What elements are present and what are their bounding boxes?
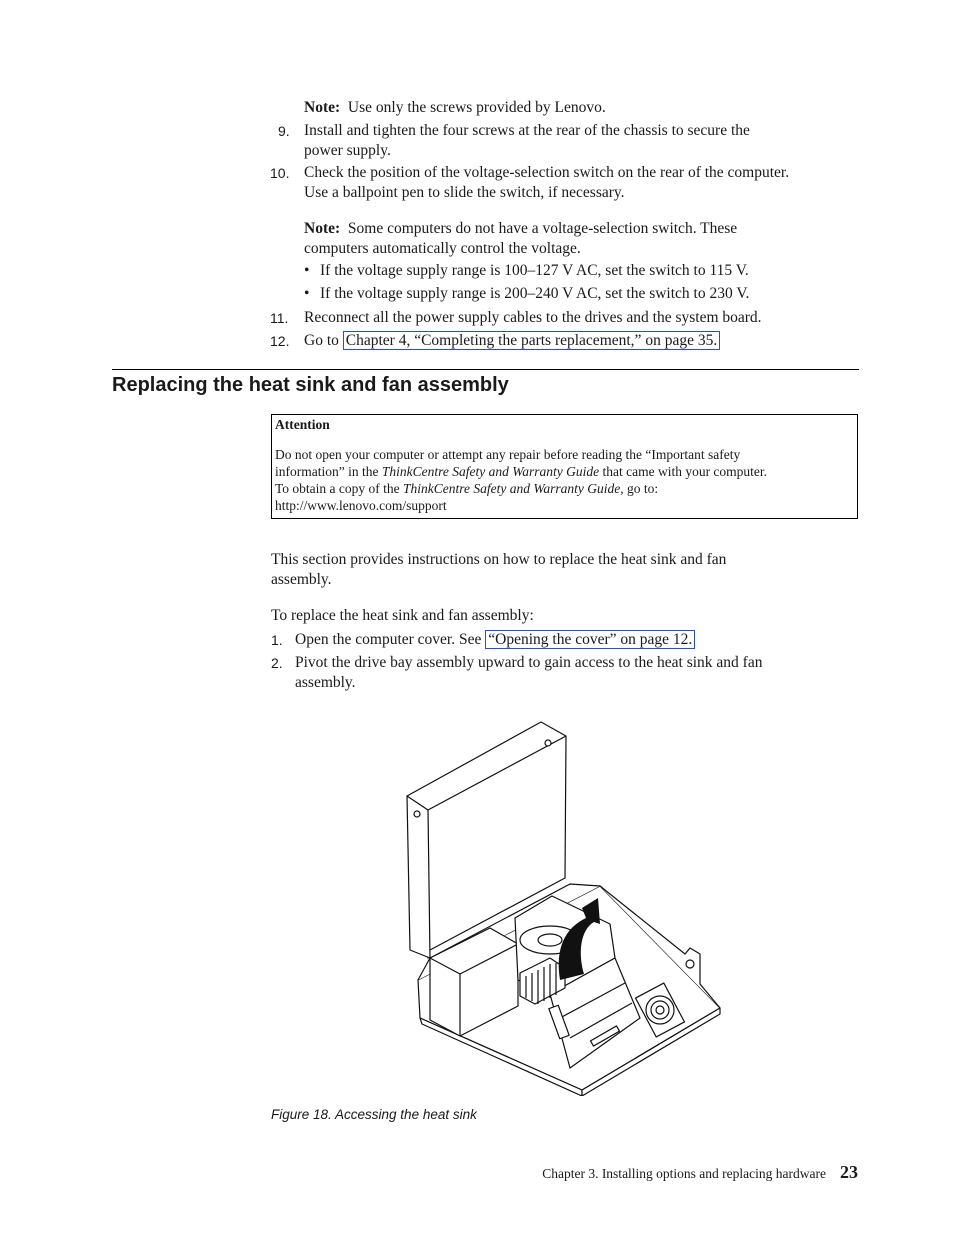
text-line: Pivot the drive bay assembly upward to gain access to the heat sink and fan — [295, 654, 763, 671]
opening-cover-link[interactable]: “Opening the cover” on page 12. — [485, 630, 695, 649]
text-line: information” in the ThinkCentre Safety and Warranty Guide that came with your computer. — [275, 464, 768, 479]
text-line: To obtain a copy of the ThinkCentre Safety and Warranty Guide, go to: — [275, 481, 659, 496]
step-1-text — [295, 630, 695, 650]
text-line: power supply. — [304, 141, 391, 159]
bullet-item: If the voltage supply range is 200–240 V AC, set the switch to 230 V. — [320, 285, 750, 302]
note-text: Use only the screws provided by Lenovo. — [347, 99, 606, 116]
step-number: 9. — [278, 123, 290, 139]
text-line: Do not open your computer or attempt any repair before reading the “Important safety — [275, 447, 741, 462]
step-9-text — [304, 121, 750, 160]
intro-paragraph — [271, 550, 726, 589]
heat-sink-access-figure — [400, 718, 730, 1096]
step-number: 1. — [271, 632, 283, 648]
text-line: Install and tighten the four screws at the rear of the chassis to secure the — [304, 122, 750, 139]
note-1 — [304, 98, 606, 118]
text-line: assembly. — [295, 673, 356, 691]
support-url: http://www.lenovo.com/support — [275, 498, 447, 513]
step-10-text — [304, 163, 789, 202]
note-text: Some computers do not have a voltage-selection switch. These — [347, 220, 738, 237]
footer-chapter: Chapter 3. Installing options and replacing hardware — [542, 1166, 826, 1181]
bullet-item: If the voltage supply range is 100–127 V AC, set the switch to 115 V. — [320, 262, 749, 279]
text-line: Go to — [304, 332, 339, 349]
step-2-text — [295, 653, 762, 692]
attention-title: Attention — [275, 417, 330, 432]
chapter-4-link[interactable]: Chapter 4, “Completing the parts replacement,” on page 35. — [343, 331, 720, 350]
page-number: 23 — [840, 1162, 858, 1182]
attention-body — [275, 446, 850, 514]
section-heading: Replacing the heat sink and fan assembly — [112, 374, 509, 396]
figure-caption: Figure 18. Accessing the heat sink — [271, 1107, 477, 1122]
text-line: Use a ballpoint pen to slide the switch, if necessary. — [304, 183, 625, 201]
section-rule — [112, 369, 859, 370]
note-label: Note: — [304, 220, 341, 237]
note-label: Note: — [304, 99, 341, 116]
step-number: 2. — [271, 655, 283, 671]
cover-edge — [407, 796, 430, 958]
lead-in: To replace the heat sink and fan assembly: — [271, 607, 534, 624]
attention-box — [271, 414, 858, 519]
text-line: Open the computer cover. See — [295, 631, 482, 648]
step-number: 10. — [270, 165, 290, 181]
bullet-dot: • — [304, 262, 310, 279]
step-number: 11. — [270, 310, 289, 326]
note-text: computers automatically control the voltage. — [304, 239, 581, 257]
text-line: Check the position of the voltage-selection switch on the rear of the computer. — [304, 164, 790, 181]
text-line: assembly. — [271, 570, 332, 588]
step-12-text — [304, 331, 720, 351]
bullet-dot: • — [304, 285, 310, 302]
text-line: This section provides instructions on how to replace the heat sink and fan — [271, 551, 727, 568]
step-number: 12. — [270, 333, 290, 349]
note-2 — [304, 219, 737, 258]
step-11-text: Reconnect all the power supply cables to the drives and the system board. — [304, 309, 762, 326]
page-footer — [542, 1163, 858, 1184]
